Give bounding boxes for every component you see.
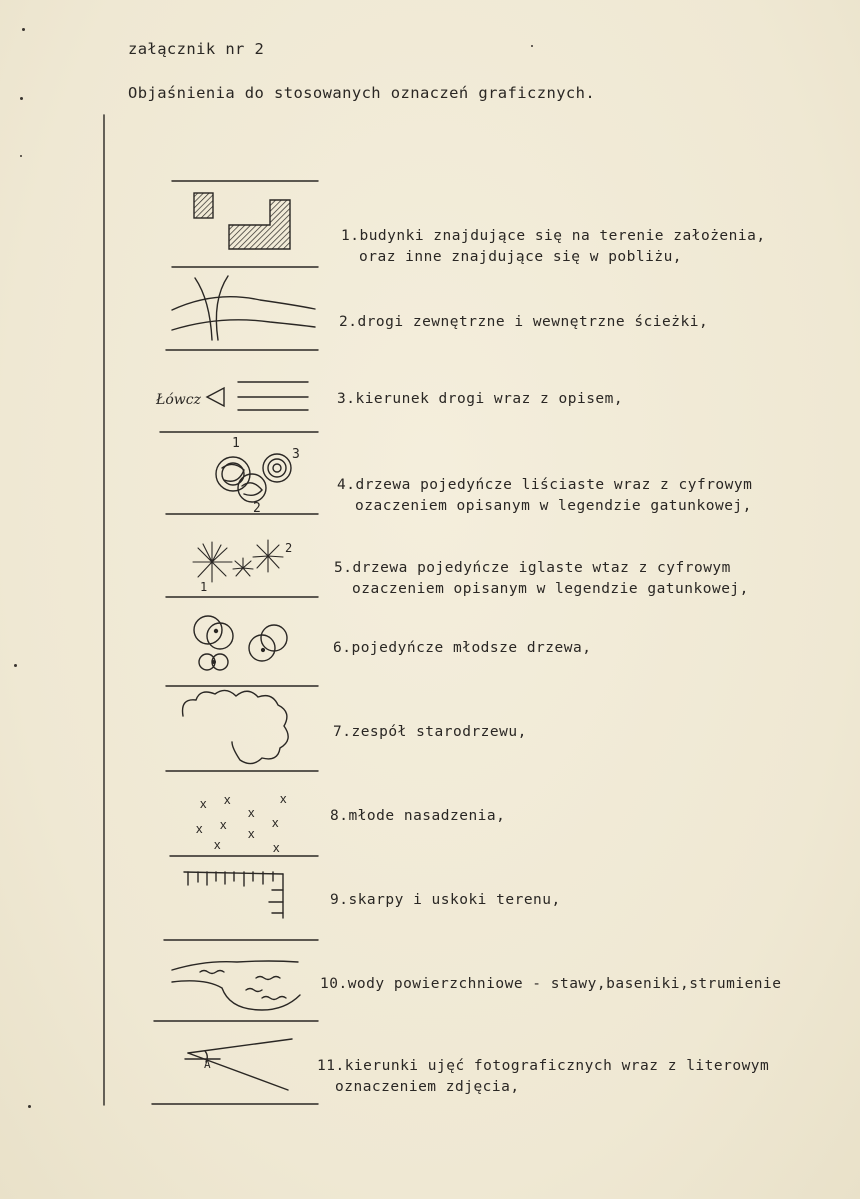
road-symbol (172, 276, 315, 340)
annex-label: załącznik nr 2 (128, 40, 265, 58)
svg-text:x: x (224, 792, 231, 807)
legend-item-4-line2: ozaczeniem opisanym w legendzie gatunkowej, (355, 498, 752, 514)
deciduous-tree-number-2: 2 (253, 501, 261, 516)
young-tree-symbol (194, 616, 287, 670)
legend-item-2-line1: 2.drogi zewnętrzne i wewnętrzne ścieżki, (339, 314, 709, 330)
legend-item-7-line1: 7.zespół starodrzewu, (333, 724, 527, 740)
svg-text:x: x (220, 817, 227, 832)
deciduous-tree-symbol (216, 454, 291, 502)
legend-item-11-line2: oznaczeniem zdjęcia, (335, 1079, 520, 1095)
legend-item-6-line1: 6.pojedyńcze młodsze drzewa, (333, 640, 592, 656)
conifer-tree-symbol (193, 540, 283, 582)
deciduous-tree-number-1: 1 (232, 436, 240, 451)
legend-item-5-line1: 5.drzewa pojedyńcze iglaste wtaz z cyfrowym (334, 560, 731, 576)
deciduous-tree-number-3: 3 (292, 447, 300, 462)
road-direction-symbol (207, 382, 308, 410)
scan-speck (20, 97, 23, 100)
photo-direction-symbol (185, 1039, 292, 1090)
scan-speck (22, 28, 25, 31)
svg-text:x: x (248, 805, 255, 820)
svg-text:x: x (280, 791, 287, 806)
road-destination-label: Łówcz (156, 392, 201, 408)
slope-symbol (184, 872, 283, 918)
legend-item-8-line1: 8.młode nasadzenia, (330, 808, 506, 824)
photo-letter-label: A (204, 1058, 211, 1071)
surface-water-symbol (172, 961, 300, 1010)
scan-speck (28, 1105, 31, 1108)
page-title: Objaśnienia do stosowanych oznaczeń graficznych. (128, 84, 596, 102)
legend-item-10-line1: 10.wody powierzchniowe - stawy,baseniki,strumienie (320, 976, 782, 992)
legend-item-1-line2: oraz inne znajdujące się w pobliżu, (359, 249, 683, 265)
svg-text:x: x (248, 826, 255, 841)
scan-speck (20, 155, 22, 157)
svg-text:x: x (196, 821, 203, 836)
young-planting-symbol (196, 791, 287, 855)
old-tree-group-symbol (183, 690, 289, 763)
scan-speck (14, 664, 17, 667)
legend-item-3-line1: 3.kierunek drogi wraz z opisem, (337, 391, 624, 407)
legend-item-11-line1: 11.kierunki ujęć fotograficznych wraz z literowym (317, 1058, 770, 1074)
legend-item-1-line1: 1.budynki znajdujące się na terenie założenia, (341, 228, 766, 244)
svg-text:x: x (200, 796, 207, 811)
svg-text:x: x (214, 837, 221, 852)
conifer-tree-number-2: 2 (285, 541, 293, 555)
svg-text:x: x (273, 840, 280, 855)
svg-text:x: x (272, 815, 279, 830)
legend-item-9-line1: 9.skarpy i uskoki terenu, (330, 892, 561, 908)
legend-item-4-line1: 4.drzewa pojedyńcze liściaste wraz z cyfrowym (337, 477, 753, 493)
scan-speck (531, 45, 533, 47)
building-symbol (194, 193, 290, 249)
conifer-tree-number-1: 1 (200, 580, 208, 594)
legend-item-5-line2: ozaczeniem opisanym w legendzie gatunkowej, (352, 581, 749, 597)
